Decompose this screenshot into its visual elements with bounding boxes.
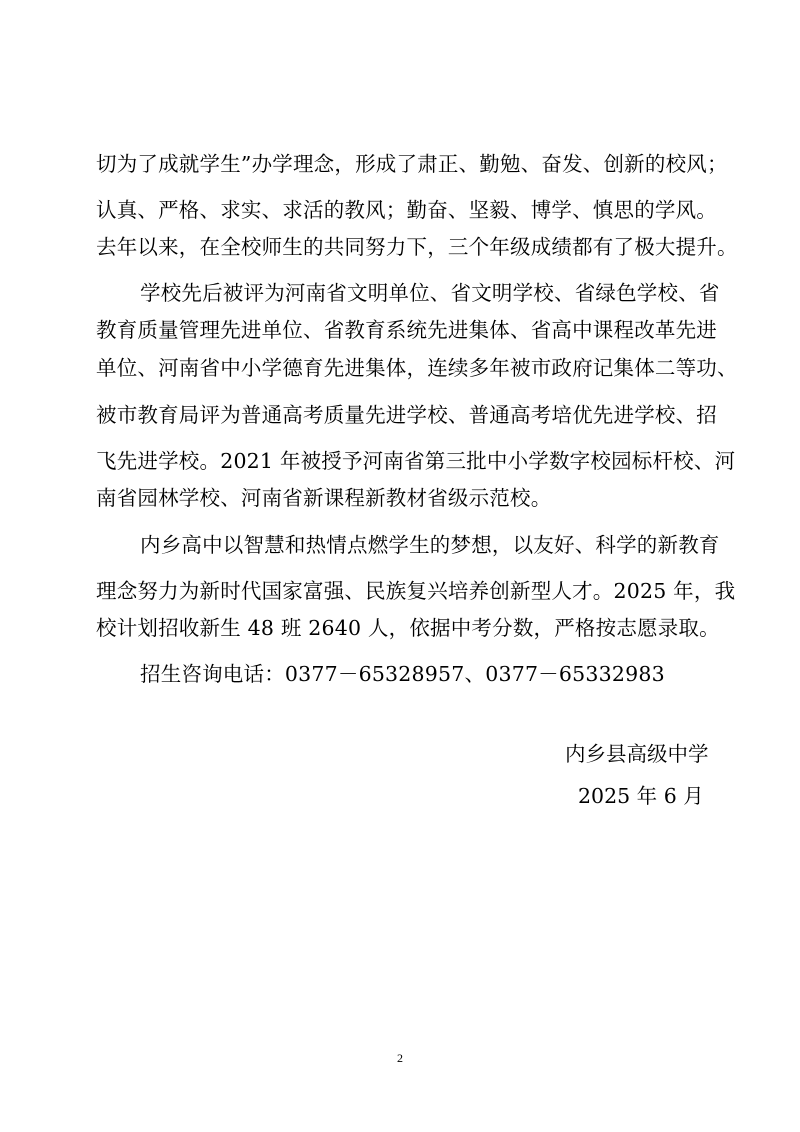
paragraph-1-line-2: 认真、严格、求实、求活的教风；勤奋、坚毅、博学、慎思的学风。 xyxy=(96,198,717,222)
paragraph-1-line-3: 去年以来，在全校师生的共同努力下，三个年级成绩都有了极大提升。 xyxy=(96,235,738,259)
paragraph-2-line-1: 学校先后被评为河南省文明单位、省文明学校、省绿色学校、省 xyxy=(140,281,720,305)
signature-school-name: 内乡县高级中学 xyxy=(565,742,709,766)
paragraph-1-line-1: 切为了成就学生”办学理念，形成了肃正、勤勉、奋发、创新的校风； xyxy=(96,152,728,176)
paragraph-3-line-2: 理念努力为新时代国家富强、民族复兴培养创新型人才。2025 年，我 xyxy=(96,579,736,603)
paragraph-2-line-5: 飞先进学校。2021 年被授予河南省第三批中小学数字校园标杆校、河 xyxy=(96,449,736,473)
signature-date: 2025 年 6 月 xyxy=(578,784,704,808)
paragraph-2-line-6: 南省园林学校、河南省新课程新教材省级示范校。 xyxy=(96,486,552,510)
paragraph-3-line-1: 内乡高中以智慧和热情点燃学生的梦想，以友好、科学的新教育 xyxy=(140,533,720,557)
paragraph-2-line-3: 单位、河南省中小学德育先进集体，连续多年被市政府记集体二等功、 xyxy=(96,356,738,380)
paragraph-2-line-4: 被市教育局评为普通高考质量先进学校、普通高考培优先进学校、招 xyxy=(96,403,717,427)
paragraph-3-line-3: 校计划招收新生 48 班 2640 人，依据中考分数，严格按志愿录取。 xyxy=(96,616,720,640)
paragraph-2-line-2: 教育质量管理先进单位、省教育系统先进集体、省高中课程改革先进 xyxy=(96,318,717,342)
page-number: 2 xyxy=(397,1051,403,1065)
contact-phone-line: 招生咨询电话：0377－65328957、0377－65332983 xyxy=(140,662,665,686)
